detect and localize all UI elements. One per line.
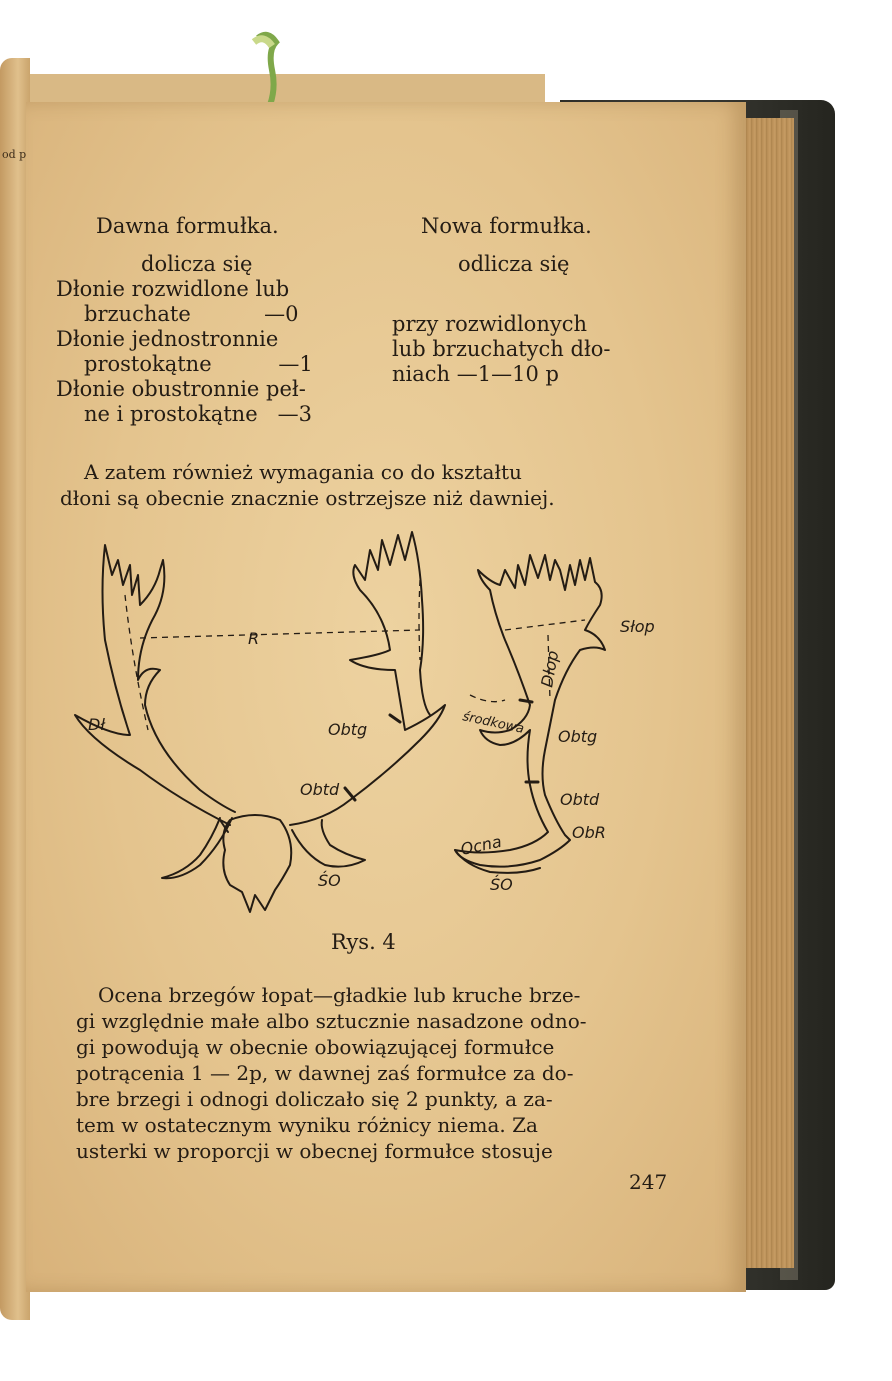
label-obtd-left: Obtd: [300, 780, 340, 799]
right-column-title: Nowa formułka.: [421, 214, 592, 238]
spread-line: [140, 630, 420, 638]
paragraph-2-line-3: gi powodują w obecnie obowiązującej formułce: [76, 1035, 555, 1059]
left-line-4: prostokątne —1: [84, 352, 313, 376]
paragraph-2-line-6: tem w ostatecznym wyniku różnicy niema. Za: [76, 1113, 538, 1137]
left-line-2: brzuchate —0: [84, 302, 299, 326]
label-obtg-left: Obtg: [328, 720, 368, 739]
paragraph-2-line-7: usterki w proporcji w obecnej formułce stosuje: [76, 1139, 553, 1163]
antler-figure: [60, 520, 700, 930]
label-obtd-right: Obtd: [560, 790, 600, 809]
left-line-1: Dłonie rozwidlone lub: [56, 277, 290, 301]
label-srodkowa: środkowa: [461, 709, 526, 737]
right-column-subtitle: odlicza się: [458, 252, 570, 276]
previous-page-fragment: od p: [2, 148, 26, 161]
label-so-right: ŚO: [490, 875, 513, 894]
paragraph-2-line-2: gi względnie małe albo sztucznie nasadzone odno-: [76, 1009, 587, 1033]
label-slop: Słop: [620, 617, 655, 636]
paragraph-1-line-2: dłoni są obecnie znacznie ostrzejsze niż dawniej.: [60, 486, 555, 510]
label-obr: ObR: [572, 823, 606, 842]
paragraph-1-line-1: A zatem również wymagania co do kształtu: [84, 460, 522, 484]
left-line-6: ne i prostokątne —3: [84, 402, 313, 426]
label-dl: Dł: [88, 715, 105, 734]
bookmark-ribbon: [250, 30, 280, 105]
left-column-title: Dawna formułka.: [96, 214, 279, 238]
label-ocna: Ocna: [458, 831, 504, 859]
left-column-subtitle: dolicza się: [141, 252, 253, 276]
label-spread: R: [248, 629, 260, 648]
paragraph-2-line-4: potrącenia 1 — 2p, w dawnej zaś formułce za do-: [76, 1061, 574, 1085]
right-line-1: przy rozwidlonych: [392, 312, 587, 336]
left-antler-beam: [75, 545, 235, 825]
page-number: 247: [629, 1170, 668, 1194]
label-obtg-right: Obtg: [558, 727, 598, 746]
label-dlop: Dłop: [537, 649, 563, 689]
paragraph-2-line-5: bre brzegi i odnogi doliczało się 2 punkty, a za-: [76, 1087, 553, 1111]
right-line-2: lub brzuchatych dło-: [392, 337, 611, 361]
single-antler: [455, 555, 605, 867]
right-line-3: niach —1—10 p: [392, 362, 559, 386]
label-so-left: ŚO: [318, 871, 341, 890]
figure-caption: Rys. 4: [331, 930, 396, 954]
left-line-3: Dłonie jednostronnie: [56, 327, 279, 351]
left-line-5: Dłonie obustronnie peł-: [56, 377, 306, 401]
antler-drawing: [60, 520, 700, 930]
skull-outline: [223, 815, 291, 912]
paragraph-2-line-1: Ocena brzegów łopat—gładkie lub kruche brze-: [98, 983, 581, 1007]
